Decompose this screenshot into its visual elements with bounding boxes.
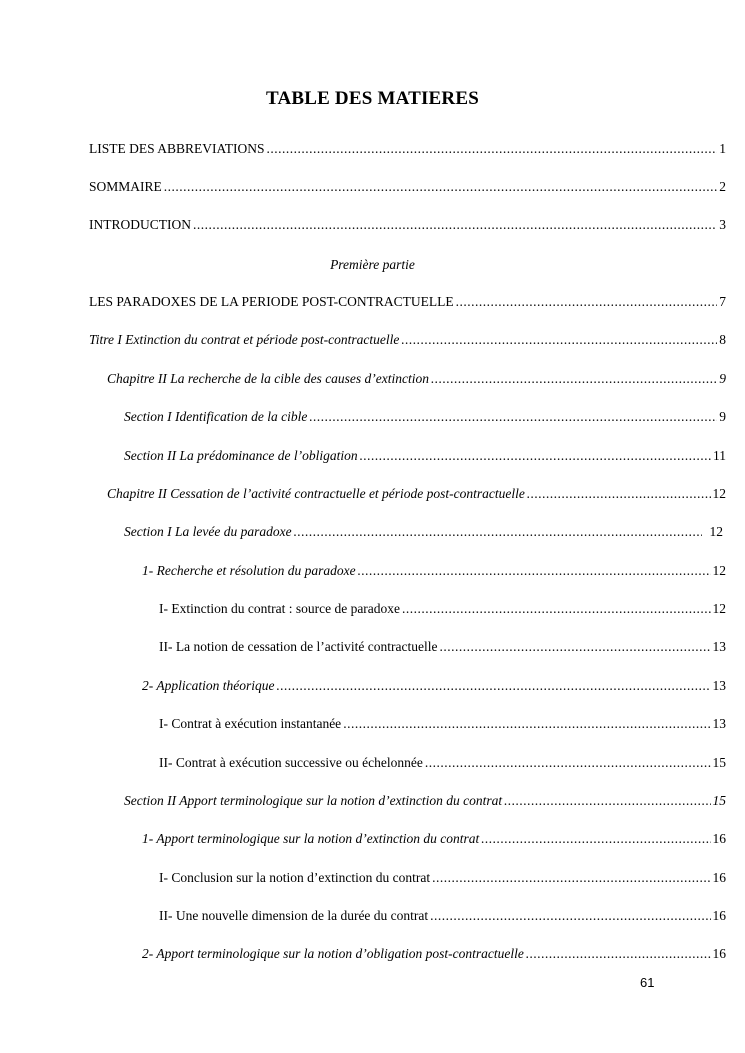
- toc-entry-label: I- Extinction du contrat : source de paradoxe: [159, 601, 401, 616]
- toc-entry-page: 12: [712, 486, 726, 501]
- dot-leader: [526, 946, 711, 962]
- toc-entry-label: 1- Recherche et résolution du paradoxe: [142, 563, 356, 578]
- toc-entry: [159, 716, 726, 732]
- toc-entry-page: 12: [712, 601, 726, 616]
- toc-entry-page: 9: [719, 409, 726, 424]
- toc-entry: [159, 908, 726, 924]
- page-number: 61: [640, 975, 655, 990]
- dot-leader: [267, 141, 718, 157]
- dot-leader: [360, 448, 711, 464]
- toc-entry: [89, 332, 726, 348]
- toc-entry: [124, 793, 726, 809]
- toc-entry-page: 16: [712, 831, 726, 846]
- toc-entry-label: INTRODUCTION: [89, 217, 191, 232]
- toc-entry-label: Chapitre II Cessation de l’activité contractuelle et période post-contractuelle: [107, 486, 525, 501]
- toc-entry-page: 13: [712, 678, 726, 693]
- toc-entry-page: 15: [712, 793, 726, 808]
- toc-entry-page: 12: [709, 524, 723, 539]
- toc-entry-page: 1: [719, 141, 726, 156]
- toc-entry: [124, 524, 723, 540]
- toc-entry-label: Section I La levée du paradoxe: [124, 524, 292, 539]
- toc-entry: [107, 371, 726, 387]
- toc-entry-page: 12: [712, 563, 726, 578]
- dot-leader: [504, 793, 710, 809]
- dot-leader: [343, 716, 710, 732]
- part-heading: Première partie: [330, 257, 415, 272]
- dot-leader: [440, 639, 711, 655]
- page-title: TABLE DES MATIERES: [265, 88, 479, 109]
- dot-leader: [193, 217, 717, 233]
- toc-entry: [107, 486, 726, 502]
- toc-entry-page: 13: [712, 716, 726, 731]
- toc-entry-page: 13: [712, 639, 726, 654]
- toc-entry: [159, 639, 726, 655]
- toc-entry: [124, 448, 726, 464]
- toc-entry-label: SOMMAIRE: [89, 179, 162, 194]
- toc-entry: [159, 755, 726, 771]
- toc-entry-label: I- Conclusion sur la notion d’extinction du contrat: [159, 870, 431, 885]
- dot-leader: [430, 908, 710, 924]
- toc-entry-label: LISTE DES ABBREVIATIONS: [89, 141, 265, 156]
- toc-entry: [142, 678, 726, 694]
- toc-entry: [89, 217, 726, 233]
- toc-entry-label: 2- Apport terminologique sur la notion d’obligation post-contractuelle: [142, 946, 524, 961]
- toc-entry-label: Titre I Extinction du contrat et période post-contractuelle: [89, 332, 400, 347]
- dot-leader: [309, 409, 717, 425]
- dot-leader: [276, 678, 710, 694]
- toc-entry-page: 16: [712, 946, 726, 961]
- toc-entry: [124, 409, 726, 425]
- toc-entry: [159, 601, 726, 617]
- toc-entry-page: 16: [712, 908, 726, 923]
- dot-leader: [431, 371, 717, 387]
- toc-entry-label: I- Contrat à exécution instantanée: [159, 716, 342, 731]
- toc-entry-page: 11: [713, 448, 726, 463]
- dot-leader: [456, 294, 718, 310]
- toc-entry-page: 3: [719, 217, 726, 232]
- toc-entry: [89, 294, 726, 310]
- toc-entry-label: Chapitre II La recherche de la cible des causes d’extinction: [107, 371, 430, 386]
- toc-entry: [142, 563, 726, 579]
- dot-leader: [294, 524, 702, 540]
- dot-leader: [401, 332, 717, 348]
- dot-leader: [425, 755, 711, 771]
- toc-entry-label: 2- Application théorique: [142, 678, 275, 693]
- toc-entry-page: 7: [719, 294, 726, 309]
- dot-leader: [527, 486, 711, 502]
- toc-entry-label: II- Une nouvelle dimension de la durée du contrat: [159, 908, 429, 923]
- dot-leader: [164, 179, 717, 195]
- toc-entry: [159, 870, 726, 886]
- toc-entry-page: 15: [712, 755, 726, 770]
- toc-entry: [89, 141, 726, 157]
- toc-entry-page: 2: [719, 179, 726, 194]
- toc-entry-page: 16: [712, 870, 726, 885]
- toc-entry-label: LES PARADOXES DE LA PERIODE POST-CONTRACTUELLE: [89, 294, 454, 309]
- toc-entry-label: Section I Identification de la cible: [124, 409, 308, 424]
- toc-entry: [142, 946, 726, 962]
- toc-entry-page: 9: [719, 371, 726, 386]
- toc-entry-label: 1- Apport terminologique sur la notion d’extinction du contrat: [142, 831, 480, 846]
- toc-entry-label: Section II Apport terminologique sur la notion d’extinction du contrat: [124, 793, 503, 808]
- toc-entry-label: II- Contrat à exécution successive ou échelonnée: [159, 755, 423, 770]
- toc-entry: [142, 831, 726, 847]
- toc-entry-label: II- La notion de cessation de l’activité contractuelle: [159, 639, 438, 654]
- dot-leader: [481, 831, 710, 847]
- dot-leader: [432, 870, 710, 886]
- toc-entry-page: 8: [719, 332, 726, 347]
- dot-leader: [402, 601, 710, 617]
- toc-entry-label: Section II La prédominance de l’obligation: [124, 448, 358, 463]
- toc-entry: [89, 179, 726, 195]
- dot-leader: [358, 563, 711, 579]
